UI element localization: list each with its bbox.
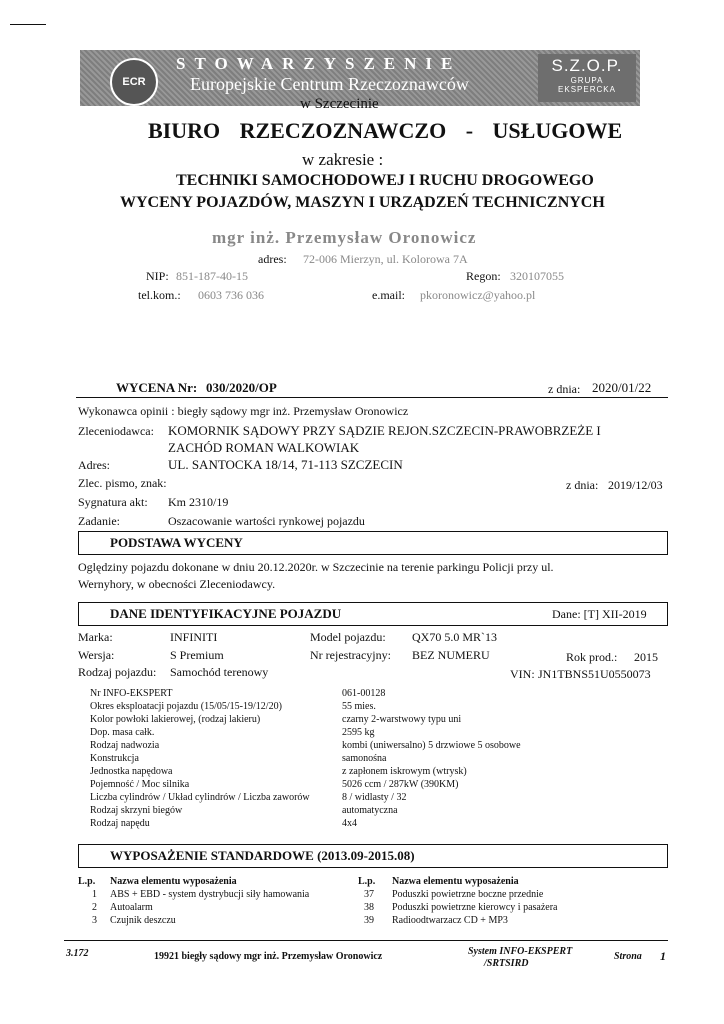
reg-value: BEZ NUMERU xyxy=(412,648,490,662)
valuation-nr-value: 030/2020/OP xyxy=(206,380,277,395)
performer: Wykonawca opinii : biegły sądowy mgr inż. Przemysław Oronowicz xyxy=(78,404,409,418)
address-value: 72-006 Mierzyn, ul. Kolorowa 7A xyxy=(303,252,468,266)
spec-value: 061-00128 xyxy=(342,688,386,699)
footer-divider xyxy=(64,940,668,941)
type-value: Samochód terenowy xyxy=(170,665,269,679)
year-label: Rok prod.: xyxy=(566,650,618,664)
equipment-name: Radioodtwarzacz CD + MP3 xyxy=(392,915,508,926)
version-label: Wersja: xyxy=(78,648,115,662)
equipment-lp: 38 xyxy=(364,902,374,913)
spec-label: Rodzaj nadwozia xyxy=(90,740,160,751)
client-line-1: KOMORNIK SĄDOWY PRZY SĄDZIE REJON.SZCZECIN-PRAWOBRZEŻE I xyxy=(168,423,601,438)
spec-label: Kolor powłoki lakierowej, (rodzaj lakieru) xyxy=(90,714,261,725)
basis-line-2: Wernyhory, w obecności Zleceniodawcy. xyxy=(78,577,276,591)
footer-version: 3.172 xyxy=(66,948,89,959)
equipment-name: Poduszki powietrzne kierowcy i pasażera xyxy=(392,902,558,913)
footer-page-label: Strona xyxy=(614,951,642,962)
equipment-col-lp-left: L.p. xyxy=(78,876,96,887)
letter-date-label: z dnia: xyxy=(566,478,599,492)
tel-label: tel.kom.: xyxy=(138,288,181,302)
task-label: Zadanie: xyxy=(78,514,120,528)
nip-value: 851-187-40-15 xyxy=(176,269,248,283)
client-label: Zleceniodawca: xyxy=(78,424,154,438)
equipment-col-name-left: Nazwa elementu wyposażenia xyxy=(110,876,237,887)
spec-value: z zapłonem iskrowym (wtrysk) xyxy=(342,766,467,777)
task-value: Oszacowanie wartości rynkowej pojazdu xyxy=(168,514,365,528)
signature-value: Km 2310/19 xyxy=(168,495,229,509)
spec-label: Dop. masa całk. xyxy=(90,727,155,738)
type-label: Rodzaj pojazdu: xyxy=(78,665,157,679)
basis-heading: PODSTAWA WYCENY xyxy=(110,535,243,550)
client-line-2: ZACHÓD ROMAN WALKOWIAK xyxy=(168,440,360,455)
version-value: S Premium xyxy=(170,648,224,662)
ecr-logo-icon: ECR xyxy=(110,58,158,106)
scope-intro: w zakresie : xyxy=(302,150,384,169)
ident-heading: DANE IDENTYFIKACYJNE POJAZDU xyxy=(110,606,342,621)
spec-value: 55 mies. xyxy=(342,701,376,712)
spec-value: 4x4 xyxy=(342,818,357,829)
org-name: Europejskie Centrum Rzeczoznawców xyxy=(190,74,469,94)
address-label: adres: xyxy=(258,252,287,266)
spec-label: Okres eksploatacji pojazdu (15/05/15-19/12/20) xyxy=(90,701,282,712)
spec-value: automatyczna xyxy=(342,805,398,816)
spec-value: kombi (uniwersalno) 5 drzwiowe 5 osobowe xyxy=(342,740,521,751)
nip-label: NIP: xyxy=(146,269,169,283)
make-label: Marka: xyxy=(78,630,113,644)
spec-value: samonośna xyxy=(342,753,387,764)
spec-label: Liczba cylindrów / Układ cylindrów / Liczba zaworów xyxy=(90,792,310,803)
author-name: mgr inż. Przemysław Oronowicz xyxy=(212,228,477,247)
valuation-date-label: z dnia: xyxy=(548,382,581,396)
spec-label: Konstrukcja xyxy=(90,753,139,764)
equipment-lp: 39 xyxy=(364,915,374,926)
signature-label: Sygnatura akt: xyxy=(78,495,148,509)
spec-value: czarny 2-warstwowy typu uni xyxy=(342,714,462,725)
scope-line-1: TECHNIKI SAMOCHODOWEJ I RUCHU DROGOWEGO xyxy=(176,172,594,189)
equipment-col-lp-right: L.p. xyxy=(358,876,376,887)
client-address-value: UL. SANTOCKA 18/14, 71-113 SZCZECIN xyxy=(168,457,403,472)
szop-logo-icon: S.Z.O.P. GRUPA EKSPERCKA xyxy=(538,54,636,102)
model-label: Model pojazdu: xyxy=(310,630,386,644)
tel-value: 0603 736 036 xyxy=(198,288,264,302)
equipment-name: ABS + EBD - system dystrybucji siły hamowania xyxy=(110,889,310,900)
equipment-lp: 1 xyxy=(92,889,97,900)
spec-value: 8 / widlasty / 32 xyxy=(342,792,407,803)
vin-value: JN1TBNS51U0550073 xyxy=(538,667,651,681)
letter-date-value: 2019/12/03 xyxy=(608,478,663,492)
spec-label: Rodzaj napędu xyxy=(90,818,150,829)
regon-value: 320107055 xyxy=(510,269,564,283)
equipment-name: Poduszki powietrzne boczne przednie xyxy=(392,889,544,900)
scan-mark xyxy=(10,24,46,25)
equipment-heading: WYPOSAŻENIE STANDARDOWE (2013.09-2015.08) xyxy=(110,848,415,863)
office-title: BIURO RZECZOZNAWCZO - USŁUGOWE xyxy=(148,118,623,143)
org-city: w Szczecinie xyxy=(300,96,379,112)
email-value: pkoronowicz@yahoo.pl xyxy=(420,288,536,302)
equipment-col-name-right: Nazwa elementu wyposażenia xyxy=(392,876,519,887)
footer-system-1: System INFO-EKSPERT xyxy=(468,946,573,957)
footer-page-number: 1 xyxy=(660,949,666,963)
regon-label: Regon: xyxy=(466,269,501,283)
equipment-name: Czujnik deszczu xyxy=(110,915,176,926)
footer-system-2: /SRTSIRD xyxy=(484,958,529,969)
scope-line-2: WYCENY POJAZDÓW, MASZYN I URZĄDZEŃ TECHNICZNYCH xyxy=(120,194,605,211)
email-label: e.mail: xyxy=(372,288,405,302)
valuation-divider xyxy=(76,397,668,398)
spec-value: 5026 ccm / 287kW (390KM) xyxy=(342,779,459,790)
footer-author: 19921 biegły sądowy mgr inż. Przemysław Oronowicz xyxy=(154,951,383,962)
spec-value: 2595 kg xyxy=(342,727,375,738)
client-address-label: Adres: xyxy=(78,458,110,472)
model-value: QX70 5.0 MR`13 xyxy=(412,630,498,644)
equipment-lp: 2 xyxy=(92,902,97,913)
spec-label: Rodzaj skrzyni biegów xyxy=(90,805,183,816)
valuation-date-value: 2020/01/22 xyxy=(592,380,652,395)
reg-label: Nr rejestracyjny: xyxy=(310,648,391,662)
org-spaced-title: STOWARZYSZENIE xyxy=(176,54,462,73)
year-value: 2015 xyxy=(634,650,658,664)
equipment-lp: 37 xyxy=(364,889,374,900)
spec-label: Pojemność / Moc silnika xyxy=(90,779,190,790)
valuation-nr-label: WYCENA Nr: xyxy=(116,380,198,395)
vin-label: VIN: xyxy=(510,667,535,681)
spec-label: Jednostka napędowa xyxy=(90,766,173,777)
spec-label: Nr INFO-EKSPERT xyxy=(90,688,173,699)
equipment-name: Autoalarm xyxy=(110,902,153,913)
equipment-lp: 3 xyxy=(92,915,97,926)
letter-label: Zlec. pismo, znak: xyxy=(78,476,167,490)
make-value: INFINITI xyxy=(170,630,218,644)
ident-data-label: Dane: [T] XII-2019 xyxy=(552,607,647,621)
basis-line-1: Oględziny pojazdu dokonane w dniu 20.12.2020r. w Szczecinie na terenie parkingu Policji przy ul. xyxy=(78,560,554,574)
